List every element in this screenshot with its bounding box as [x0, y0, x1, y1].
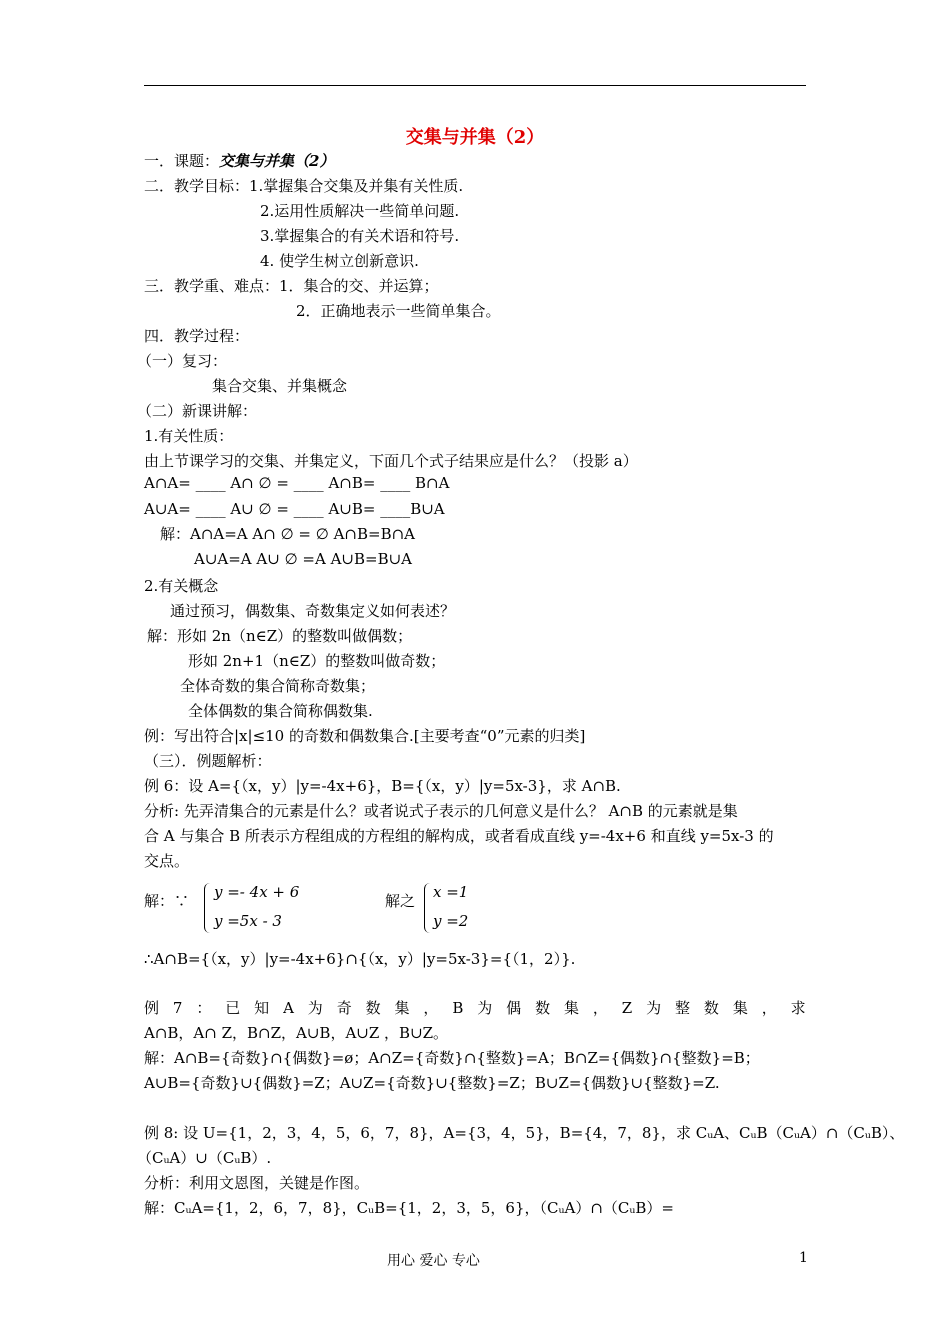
equation-4: y =2 [433, 912, 469, 930]
line-review: （一）复习： [137, 352, 228, 370]
line-even-def: 解：形如 2n（n∈Z）的整数叫做偶数； [147, 627, 413, 645]
example-7-word: ， [592, 999, 608, 1017]
brace-system-1 [204, 883, 211, 933]
example-7-word: 例 [144, 999, 160, 1017]
line-properties: 1.有关性质： [144, 427, 234, 445]
line-example-8: 例 8: 设 U={1，2，3，4，5，6，7，8}，A={3，4，5}，B={4，7，8}，求 CᵤA、CᵤB（CᵤA）∩（CᵤB）、 [144, 1124, 905, 1142]
line-review-content: 集合交集、并集概念 [212, 377, 348, 395]
line-solution-because: 解：∵ [144, 892, 190, 910]
line-example-7-sol-1: 解：A∩B={奇数}∩{偶数}=ø；A∩Z={奇数}∩{整数}=A；B∩Z={偶数}∩{整数}=B； [144, 1049, 760, 1067]
line-odd-set: 全体奇数的集合简称奇数集； [180, 677, 376, 695]
example-7-word: A [283, 999, 294, 1017]
example-7-word: ： [196, 999, 212, 1017]
line-solve: 解之 [385, 892, 416, 910]
equation-3: x =1 [433, 883, 469, 901]
example-7-word: ， [761, 999, 777, 1017]
example-7-word: 数 [535, 999, 551, 1017]
line-example-7-cont: A∩B，A∩ Z，B∩Z，A∪B，A∪Z ，B∪Z。 [144, 1024, 449, 1042]
line-example-6: 例 6：设 A={（x，y）|y=-4x+6}，B={（x，y）|y=5x-3}，求 A∩B. [144, 777, 621, 795]
line-goal-4: 4. 使学生树立创新意识. [260, 252, 419, 270]
example-7-word: 偶 [506, 999, 522, 1017]
line-analysis-3: 交点。 [144, 852, 190, 870]
equation-2: y =5x - 3 [214, 912, 282, 930]
example-7-word: Z [621, 999, 633, 1017]
example-7-word: 求 [790, 999, 806, 1017]
header-rule [144, 85, 806, 86]
line-keypoints: 三．教学重、难点：1．集合的交、并运算； [144, 277, 439, 295]
line-even-set: 全体偶数的集合简称偶数集. [188, 702, 373, 720]
line-examples-heading: （三）．例题解析： [144, 752, 272, 770]
topic-label: 一．课题： [144, 152, 220, 170]
line-concepts: 2.有关概念 [144, 577, 219, 595]
example-7-word: 为 [646, 999, 662, 1017]
line-answer-intersection: 解：A∩A=A A∩ ∅ = ∅ A∩B=B∩A [160, 525, 415, 543]
equation-1: y =- 4x + 6 [214, 883, 300, 901]
brace-system-2 [424, 883, 431, 933]
example-7-word: 知 [254, 999, 270, 1017]
example-7-word: 奇 [336, 999, 352, 1017]
example-7-word: 为 [477, 999, 493, 1017]
line-keypoint-2: 2．正确地表示一些简单集合。 [296, 302, 501, 320]
line-example-7-sol-2: A∪B={奇数}∪{偶数}=Z；A∪Z={奇数}∪{整数}=Z；B∪Z={偶数}∪{整数}=Z. [144, 1074, 720, 1092]
line-goal-3: 3.掌握集合的有关术语和符号. [260, 227, 460, 245]
line-example-8-solution: 解：CᵤA={1，2，6，7，8}，CᵤB={1，2，3，5，6}，（CᵤA）∩（CᵤB）= [144, 1199, 674, 1217]
line-topic [144, 151, 334, 171]
line-new-lesson: （二）新课讲解： [137, 402, 258, 420]
line-example-7 [144, 998, 806, 1018]
line-example-8-analysis: 分析：利用文恩图，关键是作图。 [144, 1174, 370, 1192]
example-7-word: 集 [732, 999, 748, 1017]
footer-motto: 用心 爱心 专心 [387, 1253, 480, 1269]
line-union-blanks: A∪A= ____ A∪ ∅ = ____ A∪B= ____B∪A [144, 500, 445, 518]
page-title: 交集与并集（2） [405, 127, 545, 148]
example-7-word: 7 [172, 999, 183, 1017]
example-7-word: 整 [675, 999, 691, 1017]
example-7-word: 集 [394, 999, 410, 1017]
example-7-word: 数 [365, 999, 381, 1017]
line-analysis-1: 分析: 先弄清集合的元素是什么？或者说式子表示的几何意义是什么？ A∩B 的元素就是集 [144, 802, 738, 820]
line-answer-union: A∪A=A A∪ ∅ =A A∪B=B∪A [194, 550, 412, 568]
line-example: 例：写出符合|x|≤10 的奇数和偶数集合.[主要考查“0”元素的归类] [144, 727, 586, 745]
line-goal-2: 2.运用性质解决一些简单问题. [260, 202, 460, 220]
line-result: ∴A∩B={（x，y）|y=-4x+6}∩{（x，y）|y=5x-3}={（1，2）}. [144, 950, 576, 968]
example-7-word: B [452, 999, 464, 1017]
line-question: 由上节课学习的交集、并集定义，下面几个式子结果应是什么？（投影 a） [144, 452, 638, 470]
line-goals: 二．教学目标：1.掌握集合交集及并集有关性质. [144, 177, 464, 195]
example-7-word: 为 [307, 999, 323, 1017]
line-example-8-cont: （CᵤA）∪（CᵤB）. [137, 1149, 272, 1167]
example-7-word: 数 [703, 999, 719, 1017]
example-7-word: 集 [563, 999, 579, 1017]
line-odd-def: 形如 2n+1（n∈Z）的整数叫做奇数； [188, 652, 446, 670]
example-7-word: ， [423, 999, 439, 1017]
line-process: 四．教学过程： [144, 327, 250, 345]
line-intersection-blanks: A∩A= ____ A∩ ∅ = ____ A∩B= ____ B∩A [144, 474, 450, 492]
line-analysis-2: 合 A 与集合 B 所表示方程组成的方程组的解构成，或者看成直线 y=-4x+6 和直线 y=5x-3 的 [144, 827, 774, 845]
topic-value: 交集与并集（2） [219, 152, 335, 170]
line-concept-question: 通过预习，偶数集、奇数集定义如何表述？ [170, 602, 456, 620]
page-number: 1 [799, 1250, 808, 1266]
example-7-word: 已 [225, 999, 241, 1017]
